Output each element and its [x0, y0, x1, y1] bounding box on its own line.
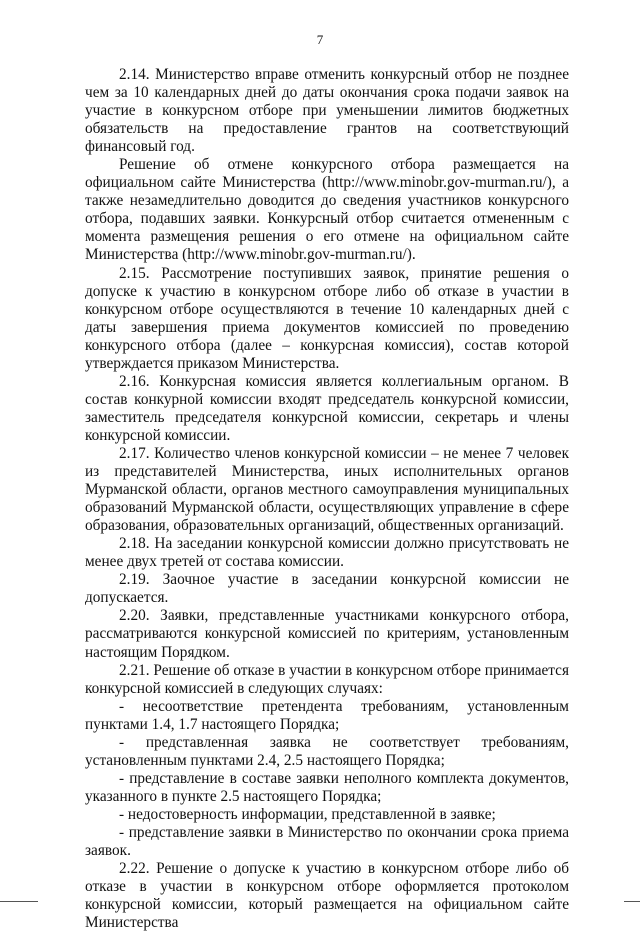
paragraph-2-16: 2.16. Конкурсная комиссия является коллегиальным органом. В состав конкурной комиссии входят председатель конкурсной комиссии, заместитель председателя конкурсной комиссии, секретарь и члены конкурсной комиссии. [85, 372, 569, 444]
document-body [85, 66, 569, 932]
list-item: - представление в составе заявки неполного комплекта документов, указанного в пункте 2.5 настоящего Порядка; [85, 769, 569, 805]
scan-edge-mark [624, 901, 640, 902]
paragraph-2-14: 2.14. Министерство вправе отменить конкурсный отбор не позднее чем за 10 календарных дней до даты окончания срока подачи заявок на участие в конкурсном отборе при уменьшении лимитов бюджетных обязательств на предоставление грантов на соответствующий финансовый год. [85, 66, 569, 156]
paragraph-2-22: 2.22. Решение о допуске к участию в конкурсном отборе либо об отказе в участии в конкурсном отборе оформляется протоколом конкурсной комиссии, который размещается на официальном сайте Министерства [85, 860, 569, 932]
paragraph-2-14-cancellation: Решение об отмене конкурсного отбора размещается на официальном сайте Министерства (http://www.minobr.gov-murman.ru/), а также незамедлительно доводится до сведения участников конкурсного отбора, подавших заявки. Конкурсный отбор считается отмененным с момента размещения решения о его отмене на официальном сайте Министерства (http://www.minobr.gov-murman.ru/). [85, 156, 569, 264]
paragraph-2-19: 2.19. Заочное участие в заседании конкурсной комиссии не допускается. [85, 571, 569, 607]
paragraph-2-15: 2.15. Рассмотрение поступивших заявок, принятие решения о допуске к участию в конкурсном отборе либо об отказе в участии в конкурсном отборе осуществляются в течение 10 календарных дней с даты завершения приема документов комиссией по проведению конкурсного отбора (далее – конкурсная комиссия), состав которой утверждается приказом Министерства. [85, 264, 569, 372]
paragraph-2-18: 2.18. На заседании конкурсной комиссии должно присутствовать не менее двух третей от состава комиссии. [85, 535, 569, 571]
paragraph-2-20: 2.20. Заявки, представленные участниками конкурсного отбора, рассматриваются конкурсной комиссией по критериям, установленным настоящим Порядком. [85, 607, 569, 661]
list-item: - представление заявки в Министерство по окончании срока приема заявок. [85, 823, 569, 860]
list-item: - представленная заявка не соответствует требованиям, установленным пунктами 2.4, 2.5 настоящего Порядка; [85, 733, 569, 769]
scan-edge-mark [0, 901, 38, 902]
list-item: - недостоверность информации, представленной в заявке; [119, 805, 496, 823]
page-number: 7 [316, 32, 324, 47]
paragraph-2-17: 2.17. Количество членов конкурсной комиссии – не менее 7 человек из представителей Министерства, иных исполнительных органов Мурманской области, органов местного самоуправления муниципальных образований Мурманской области, осуществляющих управление в сфере образования, образовательных организаций, общественных организаций. [85, 444, 569, 535]
list-item: - несоответствие претендента требованиям, установленным пунктами 1.4, 1.7 настоящего Порядка; [85, 697, 569, 733]
paragraph-2-21: 2.21. Решение об отказе в участии в конкурсном отборе принимается конкурсной комиссией в следующих случаях: [85, 661, 569, 697]
